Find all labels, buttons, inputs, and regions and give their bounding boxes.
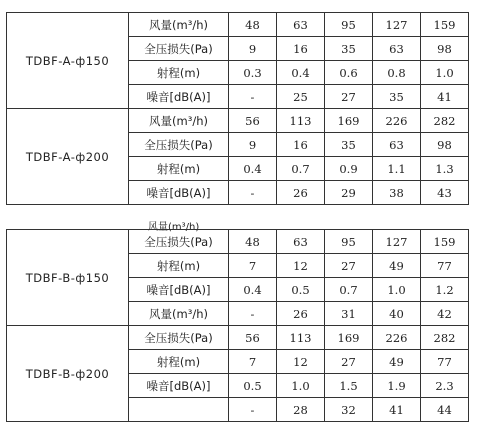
value-cell: 40 [373,302,421,326]
table-row [7,230,469,254]
value-cell: 12 [277,350,325,374]
value-cell: 77 [421,350,469,374]
value-cell: 7 [229,350,277,374]
value-cell: 98 [421,133,469,157]
value-cell: 1.9 [373,374,421,398]
value-cell: 56 [229,109,277,133]
value-cell: 16 [277,133,325,157]
value-cell: 35 [325,133,373,157]
value-cell: 282 [421,109,469,133]
value-cell: 1.2 [421,278,469,302]
value-cell: - [229,85,277,109]
value-cell: 26 [277,302,325,326]
row-label: 噪音[dB(A)] [129,278,229,302]
value-cell: 27 [325,254,373,278]
value-cell: 44 [421,398,469,422]
value-cell: - [229,181,277,205]
value-cell: 48 [229,13,277,37]
value-cell: 95 [325,13,373,37]
value-cell: 1.0 [277,374,325,398]
value-cell: 226 [373,109,421,133]
value-cell: 113 [277,326,325,350]
value-cell: 0.7 [277,157,325,181]
table-row [7,326,469,350]
value-cell: 41 [421,85,469,109]
value-cell: 48 [229,230,277,254]
value-cell: 9 [229,133,277,157]
value-cell: 77 [421,254,469,278]
value-cell: 63 [373,133,421,157]
value-cell: 0.4 [229,157,277,181]
row-label: 风量(m³/h) [129,302,229,326]
value-cell: 41 [373,398,421,422]
value-cell: 0.3 [229,61,277,85]
model-name: TDBF-B-ф200 [7,326,129,422]
row-label [129,398,229,422]
value-cell: 49 [373,350,421,374]
value-cell: 0.9 [325,157,373,181]
value-cell: 35 [325,37,373,61]
value-cell: 16 [277,37,325,61]
value-cell: 9 [229,37,277,61]
value-cell: 28 [277,398,325,422]
value-cell: 25 [277,85,325,109]
value-cell: 7 [229,254,277,278]
value-cell: 43 [421,181,469,205]
spec-table-a [6,12,469,205]
value-cell: 0.4 [277,61,325,85]
value-cell: 31 [325,302,373,326]
table-row [7,13,469,37]
value-cell: 1.3 [421,157,469,181]
value-cell: 169 [325,326,373,350]
model-name: TDBF-B-ф150 [7,230,129,326]
value-cell: 27 [325,350,373,374]
row-label: 噪音[dB(A)] [129,181,229,205]
row-label: 射程(m) [129,350,229,374]
value-cell: 159 [421,230,469,254]
value-cell: - [229,398,277,422]
value-cell: 56 [229,326,277,350]
value-cell: 0.4 [229,278,277,302]
value-cell: 29 [325,181,373,205]
value-cell: 42 [421,302,469,326]
value-cell: 159 [421,13,469,37]
value-cell: 63 [277,13,325,37]
value-cell: 0.8 [373,61,421,85]
value-cell: 27 [325,85,373,109]
value-cell: 226 [373,326,421,350]
value-cell: 169 [325,109,373,133]
value-cell: 38 [373,181,421,205]
value-cell: 2.3 [421,374,469,398]
value-cell: 63 [373,37,421,61]
value-cell: 0.5 [229,374,277,398]
value-cell: 1.0 [373,278,421,302]
row-label: 全压损失(Pa) [129,37,229,61]
value-cell: 63 [277,230,325,254]
row-label: 风量(m³/h) [129,109,229,133]
value-cell: 95 [325,230,373,254]
value-cell: 12 [277,254,325,278]
table-row [7,109,469,133]
row-label: 噪音[dB(A)] [129,374,229,398]
value-cell: 98 [421,37,469,61]
value-cell: 1.5 [325,374,373,398]
value-cell: - [229,302,277,326]
row-label: 全压损失(Pa) [129,133,229,157]
value-cell: 1.0 [421,61,469,85]
value-cell: 49 [373,254,421,278]
row-label: 风量(m³/h) [129,13,229,37]
value-cell: 1.1 [373,157,421,181]
airflow-label: 风量(m³/h) [148,222,200,233]
value-cell: 26 [277,181,325,205]
value-cell: 127 [373,230,421,254]
row-label: 噪音[dB(A)] [129,85,229,109]
value-cell: 127 [373,13,421,37]
value-cell: 113 [277,109,325,133]
value-cell: 0.7 [325,278,373,302]
row-label: 射程(m) [129,61,229,85]
row-label: 射程(m) [129,157,229,181]
row-label: 全压损失(Pa) [129,230,229,254]
row-label: 全压损失(Pa) [129,326,229,350]
model-name: TDBF-A-ф200 [7,109,129,205]
value-cell: 0.6 [325,61,373,85]
value-cell: 35 [373,85,421,109]
value-cell: 0.5 [277,278,325,302]
spec-table-b [6,229,469,422]
model-name: TDBF-A-ф150 [7,13,129,109]
value-cell: 282 [421,326,469,350]
value-cell: 32 [325,398,373,422]
row-label: 射程(m) [129,254,229,278]
